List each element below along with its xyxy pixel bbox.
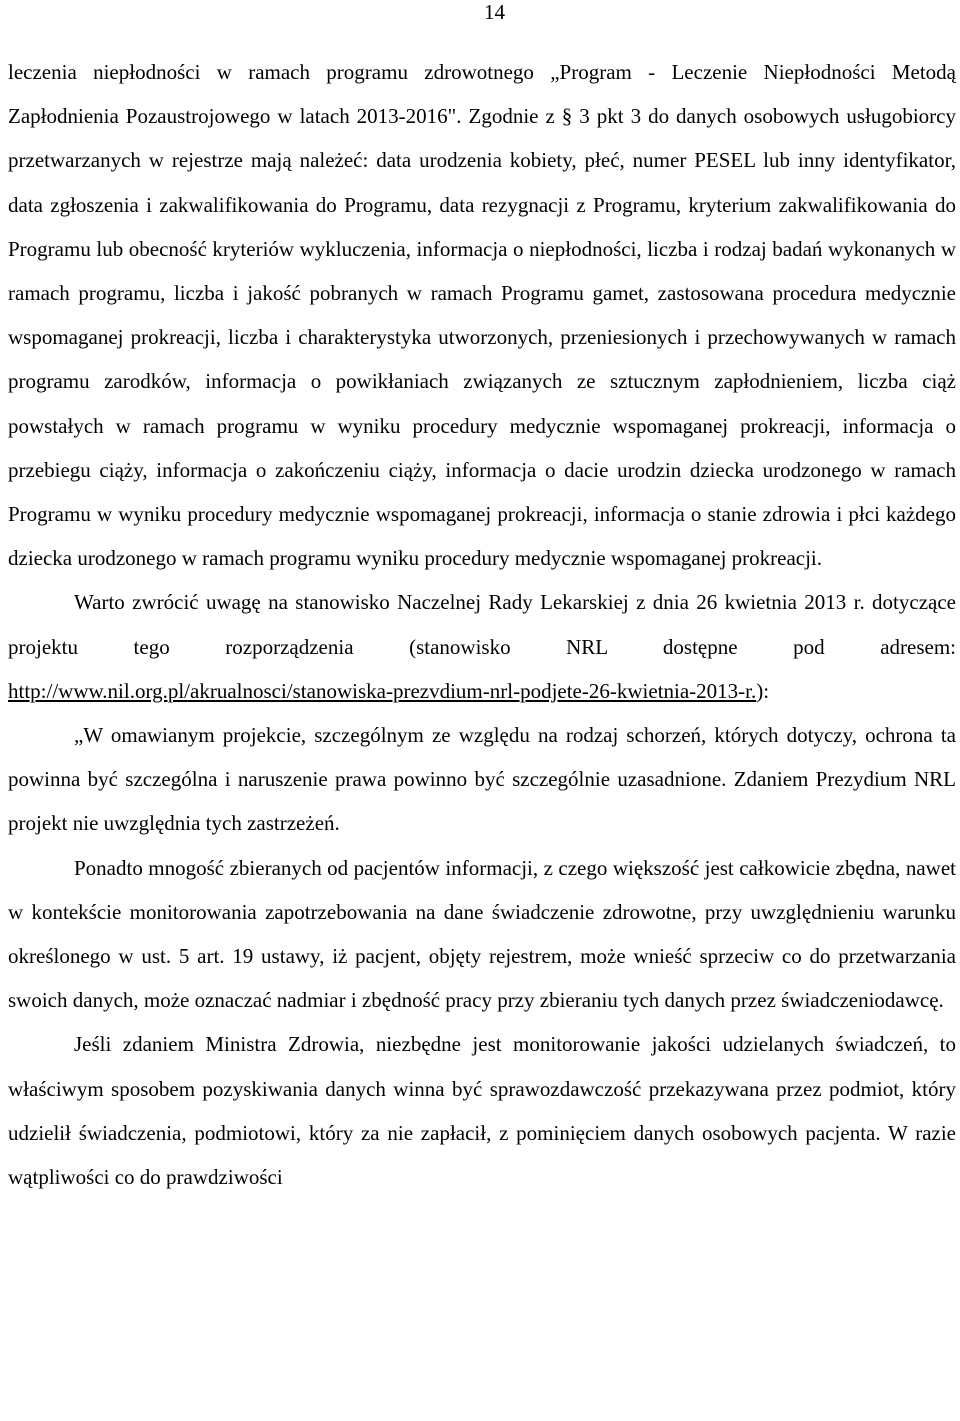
nrl-text-end: ):: [756, 678, 770, 703]
paragraph-data-scope: leczenia niepłodności w ramach programu zdrowotnego „Program - Leczenie Niepłodności Metodą Zapłodnienia Pozaustrojowego w latach 2013-2016". Zgodnie z § 3 pkt 3 do danych osobowych usługobiorcy przetwarzanych w rejestrze mają należeć: data urodzenia kobiety, płeć, numer PESEL lub inny identyfikator, data zgłoszenia i zakwalifikowania do Programu, data rezygnacji z Programu, kryterium zakwalifikowania do Programu lub obecność kryteriów wykluczenia, informacja o niepłodności, liczba i rodzaj badań wykonanych w ramach programu, liczba i jakość pobranych w ramach Programu gamet, zastosowana procedura medycznie wspomaganej prokreacji, liczba i charakterystyka utworzonych, przeniesionych i przechowywanych w ramach programu zarodków, informacja o powikłaniach związanych ze sztucznym zapłodnieniem, liczba ciąż powstałych w ramach programu w wyniku procedury medycznie wspomaganej prokreacji, informacja o przebiegu ciąży, informacja o zakończeniu ciąży, informacja o dacie urodzin dziecka urodzonego w ramach Programu w wyniku procedury medycznie wspomaganej prokreacji, informacja o stanie zdrowia i płci każdego dziecka urodzonego w ramach programu wyniku procedury medycznie wspomaganej prokreacji.: [8, 60, 956, 571]
paragraph-monitoring: Jeśli zdaniem Ministra Zdrowia, niezbędne jest monitorowanie jakości udzielanych świadczeń, to właściwym sposobem pozyskiwania danych winna być sprawozdawczość przekazywana przez podmiot, który udzielił świadczenia, podmiotowi, który za nie zapłacił, z pominięciem danych osobowych pacjenta. W razie wątpliwości co do prawdziwości: [8, 1032, 956, 1190]
nrl-statement-link[interactable]: http://www.nil.org.pl/akrualnosci/stanowiska-prezvdium-nrl-podjete-26-kwietnia-2013-r.: [8, 678, 757, 703]
paragraph-data-volume: Ponadto mnogość zbieranych od pacjentów informacji, z czego większość jest całkowicie zbędna, nawet w kontekście monitorowania zapotrzebowania na dane świadczenie zdrowotne, przy uwzględnieniu warunku określonego w ust. 5 art. 19 ustawy, iż pacjent, objęty rejestrem, może wnieść sprzeciw co do przetwarzania swoich danych, może oznaczać nadmiar i zbędność pracy przy zbieraniu tych danych przez świadczeniodawcę.: [8, 855, 956, 1013]
paragraph-quote: „W omawianym projekcie, szczególnym ze względu na rodzaj schorzeń, których dotyczy, ochrona ta powinna być szczególna i naruszenie prawa powinno być szczególnie uzasadnione. Zdaniem Prezydium NRL projekt nie uwzględnia tych zastrzeżeń.: [8, 723, 956, 836]
nrl-text: Warto zwrócić uwagę na stanowisko Naczelnej Rady Lekarskiej z dnia 26 kwietnia 2013 r. dotyczące projektu tego rozporządzenia (stanowisko NRL dostępne pod adresem:: [8, 590, 956, 659]
page-number: 14: [484, 0, 505, 24]
paragraph-nrl-position: [8, 580, 956, 713]
document-body: [8, 50, 956, 1199]
